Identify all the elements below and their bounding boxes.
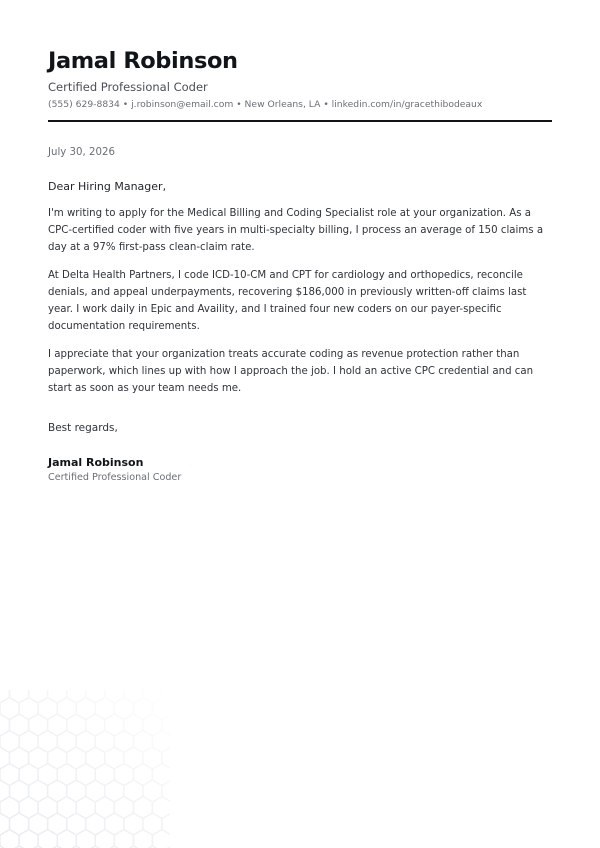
applicant-title: Certified Professional Coder — [48, 80, 208, 94]
hexagon-cell — [10, 690, 29, 703]
paragraph-3: I appreciate that your organization treats accurate coding as revenue protection rather than paperwork, which lines up with how I approach the job. I hold an active CPC credential and can start as soon as your team needs me. — [48, 348, 534, 395]
paragraph-1: I'm writing to apply for the Medical Billing and Coding Specialist role at your organization. As a CPC-certified coder with five years in multi-specialty billing, I process an average of 150 claims a day at a 97% first-pass clean-claim rate. — [48, 208, 544, 254]
letter-date: July 30, 2026 — [48, 147, 115, 158]
hexagon-cell — [124, 690, 143, 703]
hexagon-cell — [143, 690, 162, 703]
signature-title: Certified Professional Coder — [48, 472, 182, 484]
closing: Best regards, — [48, 422, 118, 435]
hexagon-cell — [57, 830, 76, 848]
applicant-name: Jamal Robinson — [48, 48, 238, 74]
hexagon-cell — [76, 830, 95, 848]
hexagon-cell — [29, 690, 48, 703]
letter-header — [48, 46, 552, 111]
hexagon-cell — [19, 830, 38, 848]
hexagon-cell — [133, 830, 152, 848]
signature-name: Jamal Robinson — [48, 456, 144, 470]
hexagon-cell — [105, 690, 124, 703]
hexagon-cell — [114, 830, 133, 848]
greeting: Dear Hiring Manager, — [48, 180, 167, 193]
hexagon-cell — [67, 690, 86, 703]
letter-body — [48, 146, 552, 485]
header-divider — [48, 120, 552, 122]
hexagon-cell — [48, 690, 67, 703]
paragraph-2: At Delta Health Partners, I code ICD-10-CM and CPT for cardiology and orthopedics, reconcile denials, and appeal underpayments, recovering $186,000 in previously written-off claims last year. I work daily in Epic and Availity, and I trained four new coders on our payer-specific documentation requirements. — [48, 269, 527, 333]
hexagon-pattern-decoration — [0, 690, 170, 848]
hexagon-cell — [86, 690, 105, 703]
hexagon-cell — [38, 830, 57, 848]
hexagon-cell — [95, 830, 114, 848]
contact-line: (555) 629-8834 • j.robinson@email.com • New Orleans, LA • linkedin.com/in/gracethibodeaux — [48, 99, 483, 110]
hexagon-cell — [152, 830, 170, 848]
hexagon-cell — [0, 830, 19, 848]
